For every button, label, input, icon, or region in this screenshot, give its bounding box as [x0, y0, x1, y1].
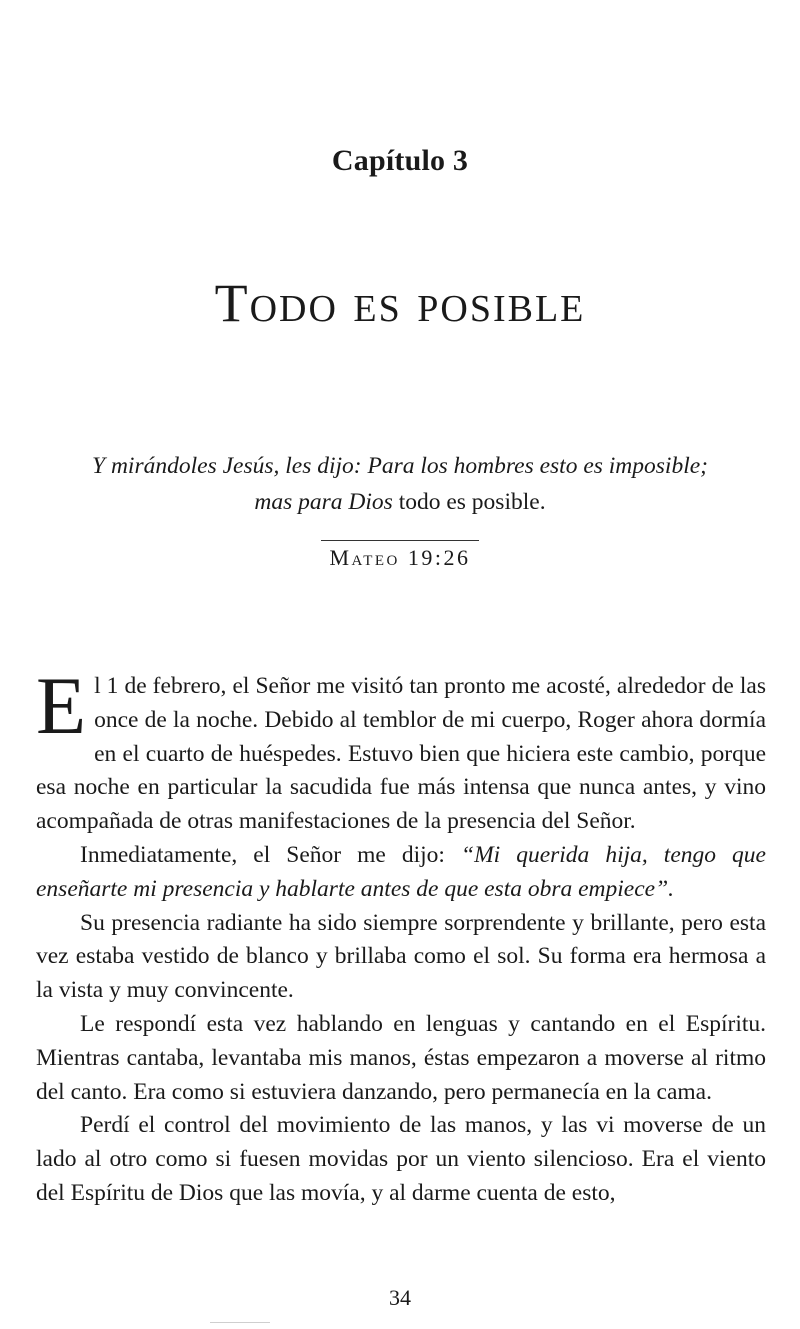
chapter-title: Todo es posible — [214, 273, 586, 333]
paragraph-1 — [36, 660, 766, 839]
body-text — [36, 660, 766, 1211]
paragraph-2-text: Inmediatamente, el Señor me dijo: — [80, 841, 461, 868]
paragraph-4: Le respondí esta vez hablando en lenguas y cantando en el Espíritu. Mientras cantaba, levantaba mis manos, éstas empezaron a moverse al ritmo del canto. Era como si estuviera danzando, pero permanecía en la cama. — [36, 1010, 766, 1105]
page-number: 34 — [389, 1285, 411, 1310]
chapter-label: Capítulo 3 — [331, 144, 469, 177]
scan-artifact — [210, 1322, 270, 1323]
epigraph-line-1: Y mirándoles Jesús, les dijo: Para los hombres esto es imposible; — [92, 453, 708, 479]
paragraph-5: Perdí el control del movimiento de las manos, y las vi moverse de un lado al otro como si fuesen movidas por un viento silencioso. Era el viento del Espíritu de Dios que las movía, y al darme cuenta de esto, — [36, 1112, 766, 1206]
paragraph-1-text: l 1 de febrero, el Señor me visitó tan pronto me acosté, alrededor de las once de la noche. Debido al temblor de mi cuerpo, Roger ahora dormía en el cuarto de huéspedes. Estuvo bien que hiciera este cambio, porque esa noche en particular la sacudida fue más intensa que nunca antes, y vino acompañada de otras manifestaciones de la presencia del Señor. — [36, 673, 766, 835]
epigraph-line-2 — [60, 484, 740, 520]
epigraph-line-2-italic: mas para Dios — [254, 489, 393, 515]
epigraph — [60, 448, 740, 520]
paragraph-2 — [36, 839, 766, 907]
epigraph-reference-text: Mateo 19:26 — [321, 540, 478, 571]
epigraph-reference — [0, 540, 800, 571]
paragraph-2-quote: “Mi querida hija, tengo que enseñarte mi presencia y hablarte antes de que esta obra empiece”. — [36, 841, 766, 902]
paragraph-3: Su presencia radiante ha sido siempre sorprendente y brillante, pero esta vez estaba vestido de blanco y brillaba como el sol. Su forma era hermosa a la vista y muy convincente. — [36, 909, 766, 1004]
epigraph-line-2-plain: todo es posible. — [392, 489, 546, 515]
drop-cap: E — [36, 660, 87, 751]
